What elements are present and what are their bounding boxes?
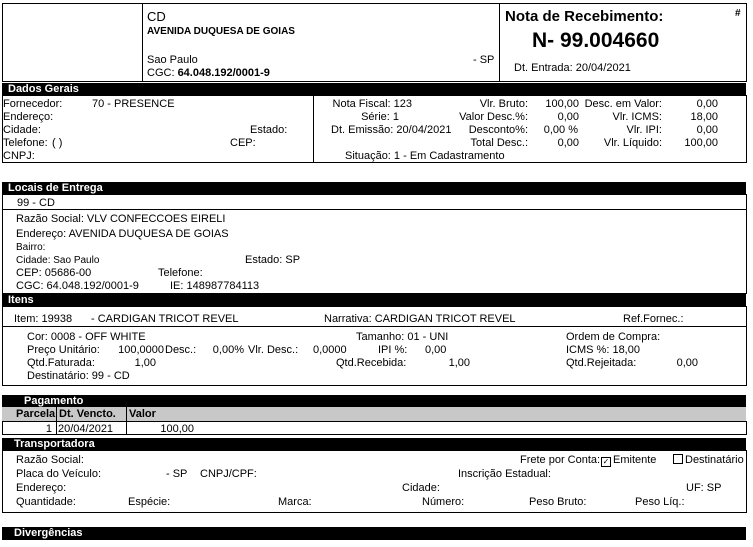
item-ipi: 0,00 <box>425 344 447 356</box>
pagamento-vline-1 <box>56 407 57 435</box>
pagamento-col-parcela: Parcela <box>16 408 56 420</box>
doc-hash: # <box>735 8 741 19</box>
vlr-icms: 18,00 <box>690 111 718 123</box>
transp-placa-uf: - SP <box>166 468 188 480</box>
desc-em-valor: 0,00 <box>696 98 718 110</box>
locais-code: 99 - CD <box>17 197 55 209</box>
item-preco-label: Preço Unitário: <box>27 344 100 356</box>
total-desc-label: Total Desc.: <box>470 137 528 149</box>
telefone-value: ( ) <box>52 137 63 149</box>
valor-desc-pct: 0,00 <box>557 111 579 123</box>
item-desc-label: Desc.: <box>165 344 197 356</box>
locais-cidade: Cidade: Sao Paulo <box>16 255 100 266</box>
locais-bairro: Bairro: <box>16 242 46 253</box>
cnpj-label: CNPJ: <box>3 150 35 162</box>
vlr-ipi: 0,00 <box>696 124 718 136</box>
section-locais-entrega <box>2 182 746 194</box>
transp-cnpj: CNPJ/CPF: <box>200 468 257 480</box>
header-divider-left <box>142 3 143 82</box>
vlr-bruto: 100,00 <box>545 98 579 110</box>
item-preco: 100,0000 <box>118 344 164 356</box>
transp-uf: UF: SP <box>686 482 722 494</box>
item-desc: - CARDIGAN TRICOT REVEL <box>91 313 239 325</box>
transp-peso-bruto: Peso Bruto: <box>529 496 587 508</box>
company-city: Sao Paulo <box>147 54 198 66</box>
section-pagamento-title: Pagamento <box>24 395 84 407</box>
section-locais-entrega-title: Locais de Entrega <box>8 182 103 194</box>
vlr-icms-label: Vlr. ICMS: <box>612 111 662 123</box>
item-narrativa: Narrativa: CARDIGAN TRICOT REVEL <box>324 313 516 325</box>
transp-especie: Espécie: <box>128 496 171 508</box>
doc-entry-date: Dt. Entrada: 20/04/2021 <box>514 62 631 74</box>
section-divergencias <box>2 527 746 540</box>
doc-title: Nota de Recebimento: <box>505 8 664 25</box>
section-pagamento <box>2 395 746 407</box>
header-divider-right <box>499 3 500 82</box>
serie: Série: 1 <box>361 111 399 123</box>
section-transportadora-title: Transportadora <box>14 438 95 450</box>
item-ref-fornec: Ref.Fornec.: <box>623 313 684 325</box>
desc-em-valor-label: Desc. em Valor: <box>584 98 662 110</box>
item-tamanho: Tamanho: 01 - UNI <box>356 331 449 343</box>
company-name: CD <box>147 9 166 24</box>
valor-desc-pct-label: Valor Desc.%: <box>459 111 528 123</box>
transp-cidade: Cidade: <box>402 482 440 494</box>
destinatario-checkbox[interactable] <box>673 454 683 464</box>
pagamento-col-vencto: Dt. Vencto. <box>59 408 116 420</box>
transp-placa: Placa do Veículo: <box>16 468 102 480</box>
pagamento-row-parcela: 1 <box>45 423 52 435</box>
transp-marca: Marca: <box>278 496 312 508</box>
dt-emissao: Dt. Emissão: 20/04/2021 <box>331 124 452 136</box>
transp-peso-liq: Peso Líq.: <box>635 496 685 508</box>
desconto-pct: 0,00 % <box>543 124 578 136</box>
item-desc-value: 0,00% <box>212 344 244 356</box>
fornecedor-label: Fornecedor: <box>3 98 63 110</box>
item-cor: Cor: 0008 - OFF WHITE <box>27 331 146 343</box>
item-qtd-rejeitada-label: Qtd.Rejeitada: <box>566 357 637 369</box>
destinatario-label: Destinatário <box>685 454 744 466</box>
vlr-liquido: 100,00 <box>684 137 718 149</box>
company-street: AVENIDA DUQUESA DE GOIAS <box>147 26 295 37</box>
item-vlr-desc-label: Vlr. Desc.: <box>248 344 299 356</box>
total-desc: 0,00 <box>557 137 579 149</box>
telefone-label: Telefone: <box>3 137 48 149</box>
desconto-pct-label: Desconto%: <box>468 124 528 136</box>
company-uf: - SP <box>473 54 495 66</box>
item-destinatario: Destinatário: 99 - CD <box>27 370 130 382</box>
transp-quantidade: Quantidade: <box>16 496 76 508</box>
section-dados-gerais-title: Dados Gerais <box>8 83 79 95</box>
cidade-label: Cidade: <box>3 124 41 136</box>
company-cgc-label: CGC: <box>147 67 175 79</box>
pagamento-row-vencto: 20/04/2021 <box>58 423 114 435</box>
transp-emitente-option[interactable] <box>601 454 656 467</box>
company-cgc <box>147 67 270 80</box>
locais-endereco: Endereço: AVENIDA DUQUESA DE GOIAS <box>16 228 229 240</box>
section-divergencias-title: Divergências <box>14 527 83 539</box>
locais-cep: CEP: 05686-00 <box>16 267 92 279</box>
itens-divider <box>2 326 747 327</box>
item-vlr-desc: 0,0000 <box>313 344 347 356</box>
section-dados-gerais <box>2 83 746 95</box>
pagamento-row-valor: 100,00 <box>160 423 194 435</box>
situacao: Situação: 1 - Em Cadastramento <box>345 150 505 162</box>
item-icms: ICMS %: 18,00 <box>566 344 640 356</box>
locais-ie: IE: 148987784113 <box>170 280 260 292</box>
transp-razao: Razão Social: <box>16 454 84 466</box>
vlr-liquido-label: Vlr. Líquido: <box>603 137 662 149</box>
locais-razao: Razão Social: VLV CONFECCOES EIRELI <box>16 213 226 225</box>
cep-label: CEP: <box>230 137 256 149</box>
vlr-bruto-label: Vlr. Bruto: <box>479 98 528 110</box>
section-transportadora <box>2 438 746 450</box>
transp-numero: Número: <box>422 496 465 508</box>
pagamento-col-valor: Valor <box>129 408 156 420</box>
vlr-ipi-label: Vlr. IPI: <box>626 124 662 136</box>
emitente-checkbox[interactable]: ✓ <box>602 457 610 466</box>
estado-label: Estado: <box>250 124 288 136</box>
item-qtd-recebida-label: Qtd.Recebida: <box>336 357 407 369</box>
item-qtd-recebida: 1,00 <box>448 357 470 369</box>
transp-destinatario-option[interactable] <box>673 454 744 467</box>
item-ordem: Ordem de Compra: <box>566 331 661 343</box>
item-code: Item: 19938 <box>14 313 73 325</box>
locais-estado: Estado: SP <box>245 254 301 266</box>
transp-ie: Inscrição Estadual: <box>458 468 551 480</box>
transp-frete: Frete por Conta: <box>520 454 601 466</box>
nota-fiscal: Nota Fiscal: 123 <box>332 98 412 110</box>
locais-cgc: CGC: 64.048.192/0001-9 <box>16 280 139 292</box>
pagamento-vline-2 <box>126 407 127 435</box>
item-qtd-faturada: 1,00 <box>134 357 156 369</box>
transp-endereco: Endereço: <box>16 482 67 494</box>
endereco-label: Endereço: <box>3 111 54 123</box>
pagamento-box <box>2 421 747 435</box>
locais-divider <box>2 209 747 210</box>
company-cgc-value: 64.048.192/0001-9 <box>177 67 270 79</box>
locais-telefone: Telefone: <box>158 267 203 279</box>
emitente-label: Emitente <box>613 454 657 466</box>
section-itens <box>2 294 746 306</box>
section-itens-title: Itens <box>8 294 34 306</box>
item-qtd-rejeitada: 0,00 <box>676 357 698 369</box>
item-qtd-faturada-label: Qtd.Faturada: <box>27 357 95 369</box>
fornecedor-value: 70 - PRESENCE <box>92 98 175 110</box>
item-ipi-label: IPI %: <box>378 344 408 356</box>
doc-number: N- 99.004660 <box>532 29 660 52</box>
